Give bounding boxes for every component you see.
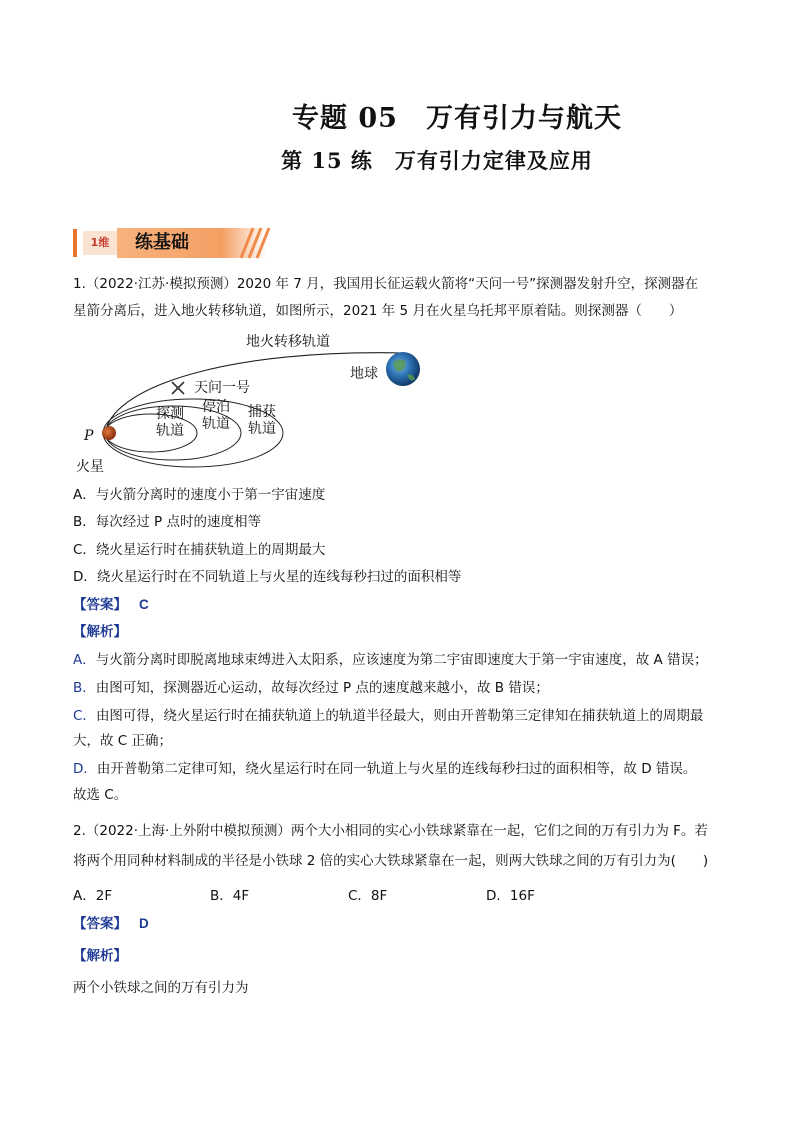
label-point-p: P xyxy=(84,428,94,444)
q1-analysis-line: 故选 C。 xyxy=(73,787,128,803)
q1-option-a: A．与火箭分离时的速度小于第一宇宙速度 xyxy=(73,487,326,503)
q1-analysis-line: C．由图可得，绕火星运行时在捕获轨道上的轨道半径最大，则由开普勒第三定律知在捕获轨道上的周期最 xyxy=(73,708,704,724)
label-transfer-orbit: 地火转移轨道 xyxy=(246,334,330,350)
section-banner xyxy=(73,222,263,262)
q2-analysis-text: 两个小铁球之间的万有引力为 xyxy=(73,980,249,996)
answer-label: 【答案】 xyxy=(73,597,127,613)
q2-option-c: C．8F xyxy=(348,888,388,904)
q1-option-b: B．每次经过 P 点时的速度相等 xyxy=(73,514,261,530)
q1-stem-line1: 1.（2022·江苏·模拟预测）2020 年 7 月，我国用长征运载火箭将“天问一号”探测器发射升空，探测器在 xyxy=(73,276,699,292)
q2-option-d: D．16F xyxy=(486,888,535,904)
q1-option-c: C．绕火星运行时在捕获轨道上的周期最大 xyxy=(73,542,326,558)
q2-option-b: B．4F xyxy=(210,888,250,904)
section-label: 练基础 xyxy=(117,228,267,258)
label-probe: 天问一号 xyxy=(194,380,250,396)
page-title: 专题 05 万有引力与航天 xyxy=(292,103,622,134)
q1-option-d: D．绕火星运行时在不同轨道上与火星的连线每秒扫过的面积相等 xyxy=(73,569,462,585)
q1-stem-line2: 星箭分离后，进入地火转移轨道，如图所示，2021 年 5 月在火星乌托邦平原着陆。则探测器（ ） xyxy=(73,303,683,319)
label-capture-orbit: 捕获 轨道 xyxy=(248,404,276,437)
section-badge: 1维 xyxy=(83,231,117,255)
label-earth: 地球 xyxy=(350,366,378,382)
mars-icon xyxy=(102,426,116,440)
answer-value: D xyxy=(139,916,149,931)
q2-answer xyxy=(73,914,733,934)
q1-analysis-line: A．与火箭分离时即脱离地球束缚进入太阳系，应该速度为第二宇宙即速度大于第一宇宙速度，故 A 错误； xyxy=(73,652,708,668)
label-parking-orbit: 停泊 轨道 xyxy=(202,399,230,432)
q2-stem-line2: 将两个用同种材料制成的半径是小铁球 2 倍的实心大铁球紧靠在一起，则两大铁球之间的万有引力为( ) xyxy=(73,853,709,869)
q2-option-a: A．2F xyxy=(73,888,113,904)
q1-analysis-line: 大，故 C 正确； xyxy=(73,733,173,749)
banner-stripes-icon xyxy=(231,226,271,260)
q2-stem-line1: 2.（2022·上海·上外附中模拟预测）两个大小相同的实心小铁球紧靠在一起，它们之间的万有引力为 F。若 xyxy=(73,823,708,839)
answer-label: 【答案】 xyxy=(73,916,127,932)
label-mars: 火星 xyxy=(76,459,104,475)
label-detection-orbit: 探测 轨道 xyxy=(156,406,184,439)
probe-icon xyxy=(172,382,184,394)
q2-analysis-label: 【解析】 xyxy=(73,948,127,964)
q1-analysis-line: B．由图可知，探测器近心运动，故每次经过 P 点的速度越来越小，故 B 错误； xyxy=(73,680,549,696)
answer-value: C xyxy=(139,597,149,612)
q1-answer xyxy=(73,595,733,615)
q1-analysis-label: 【解析】 xyxy=(73,624,127,640)
q1-analysis-line: D．由开普勒第二定律可知，绕火星运行时在同一轨道上与火星的连线每秒扫过的面积相等，故 D 错误。 xyxy=(73,761,697,777)
page-subtitle: 第 15 练 万有引力定律及应用 xyxy=(281,148,593,173)
banner-accent-bar xyxy=(73,229,77,257)
